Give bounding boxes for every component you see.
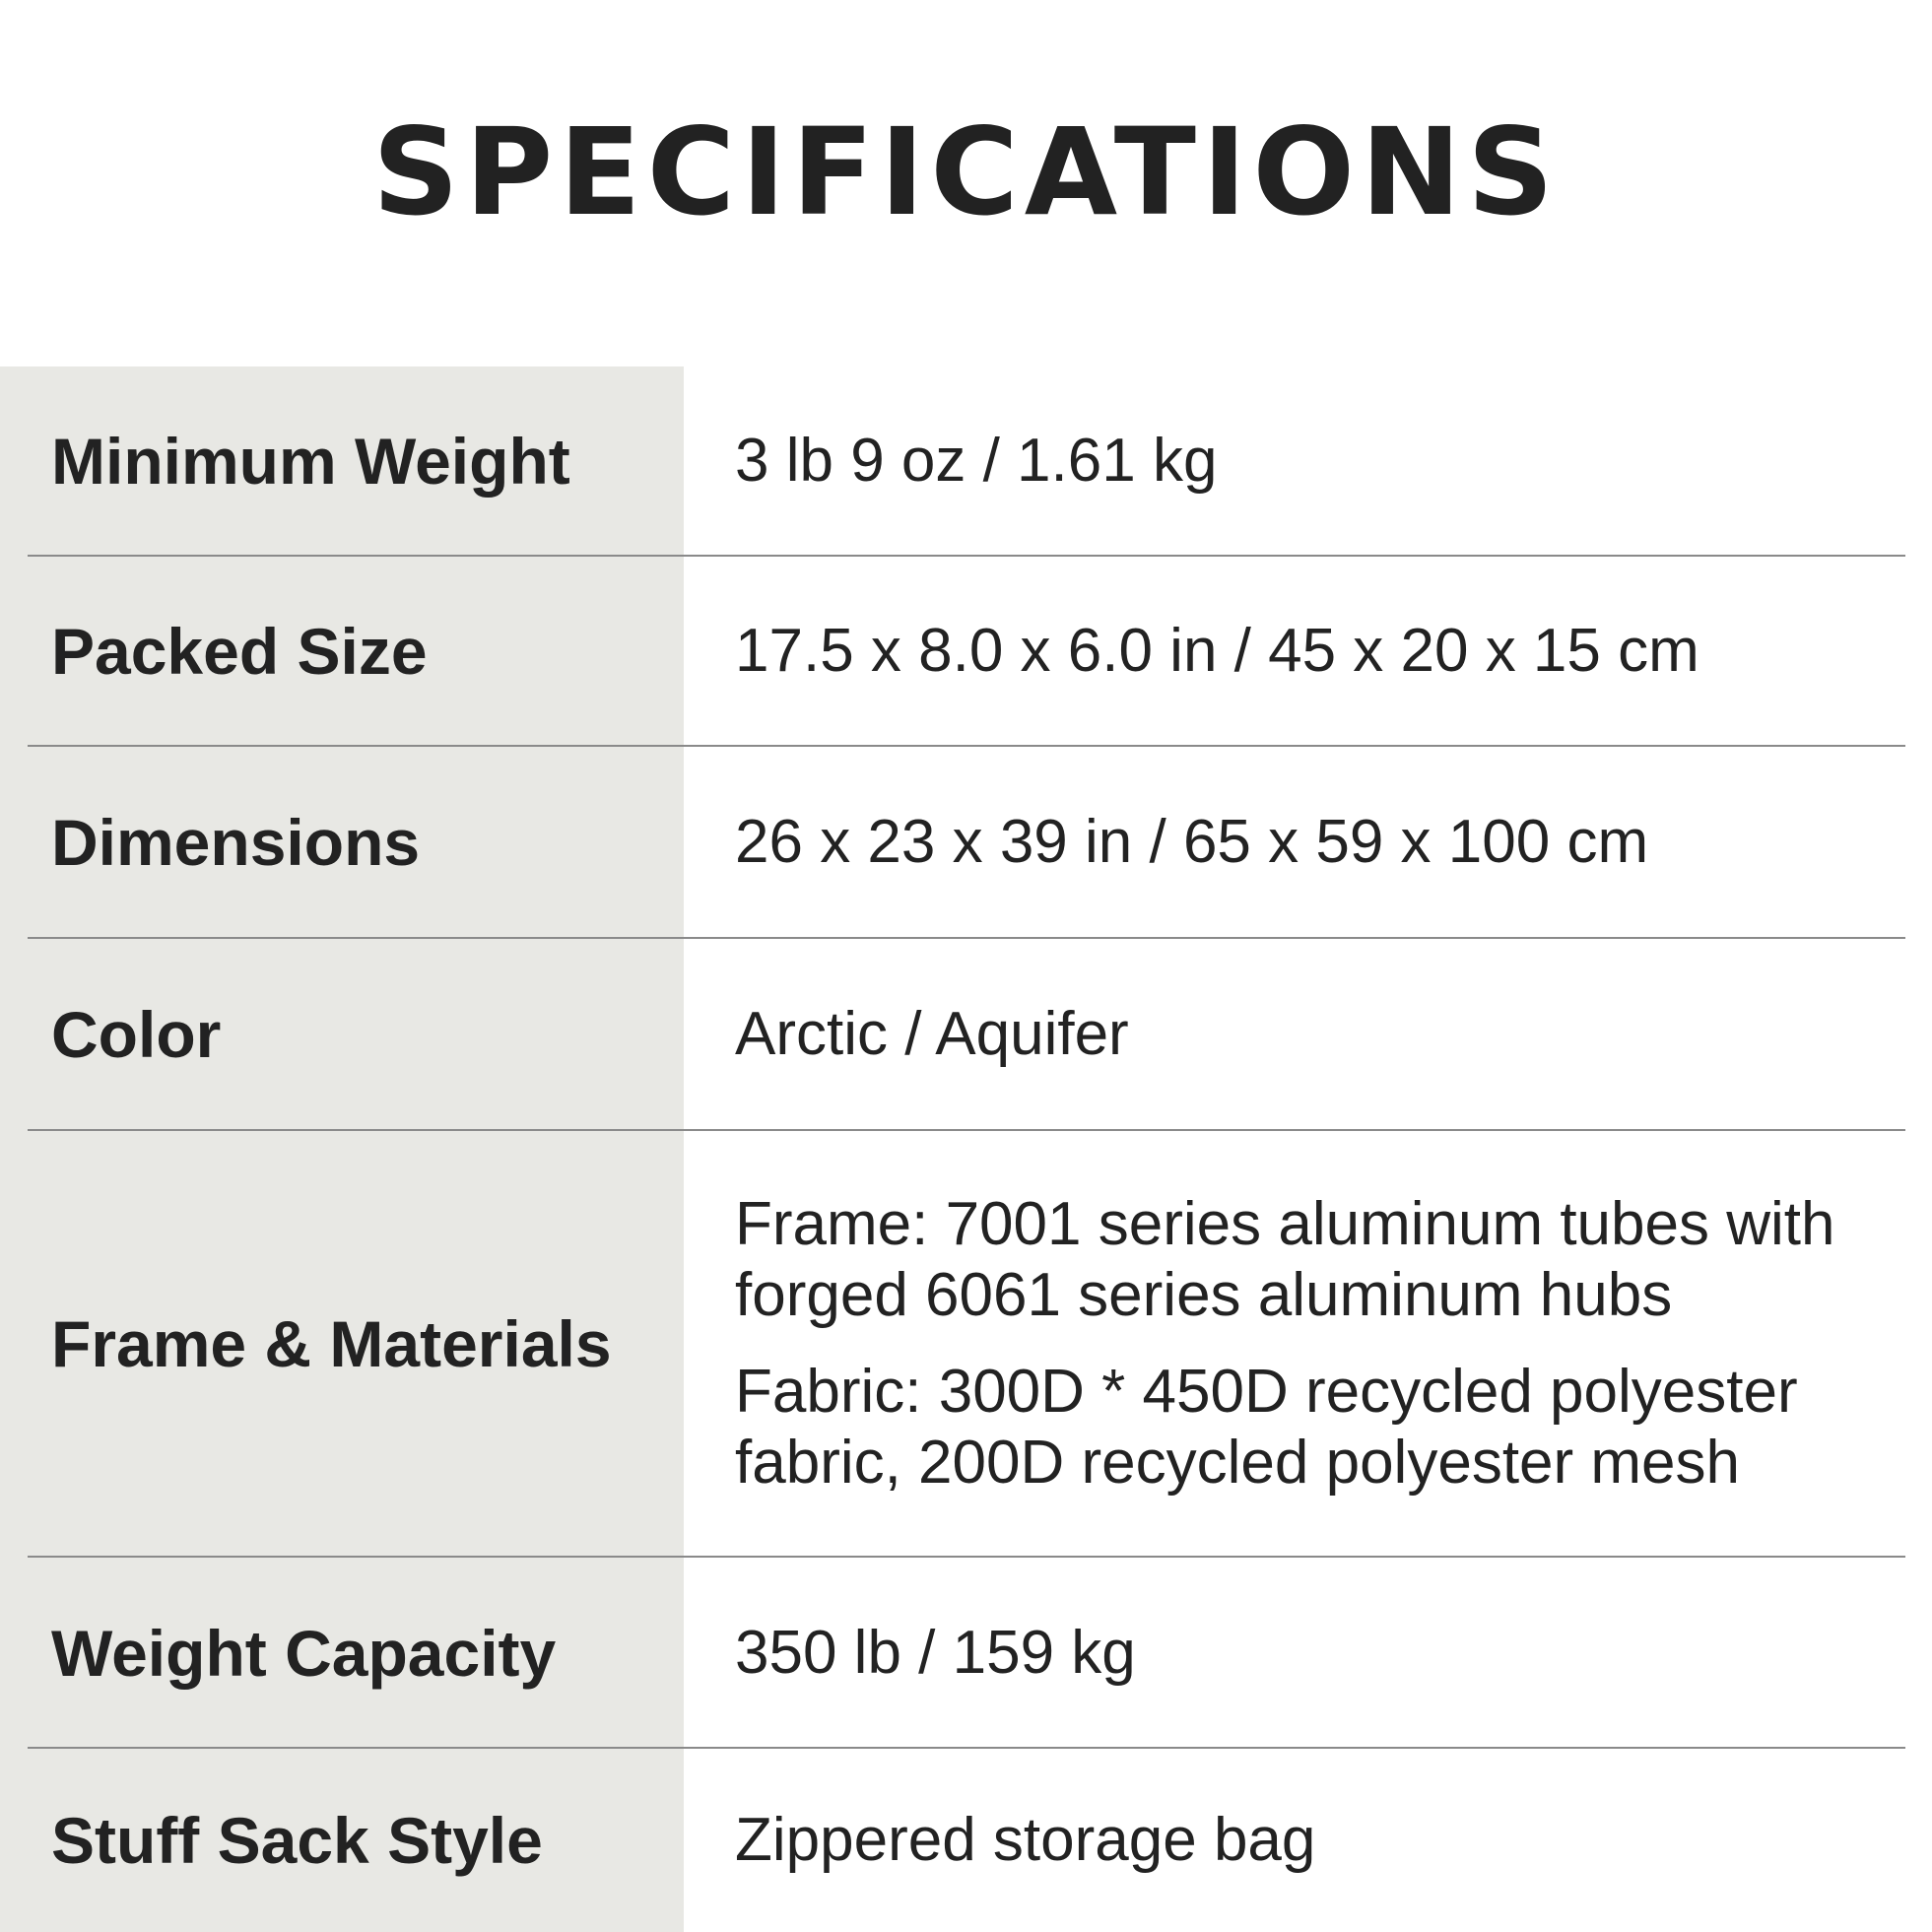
spec-row-dimensions [0, 747, 1932, 938]
spec-label: Stuff Sack Style [51, 1804, 543, 1877]
spec-value [684, 1558, 1932, 1748]
spec-value-text: 17.5 x 8.0 x 6.0 in / 45 x 20 x 15 cm [735, 617, 1699, 685]
spec-value [684, 557, 1932, 746]
spec-row-frame-materials [0, 1131, 1932, 1557]
spec-value [684, 1749, 1932, 1932]
spec-value-text: Fabric: 300D * 450D recycled polyester fabric, 200D recycled polyester mesh [735, 1358, 1798, 1497]
spec-value-text: 3 lb 9 oz / 1.61 kg [735, 427, 1218, 495]
spec-label: Dimensions [51, 806, 421, 879]
spec-label: Weight Capacity [51, 1616, 557, 1690]
spec-row-weight-capacity [0, 1558, 1932, 1748]
spec-row-color [0, 939, 1932, 1130]
spec-row-packed-size [0, 557, 1932, 746]
page-title: SPECIFICATIONS [371, 102, 1561, 242]
spec-value-text: Frame: 7001 series aluminum tubes with forged 6061 series aluminum hubs [735, 1190, 1835, 1329]
spec-value [684, 366, 1932, 556]
spec-value [684, 747, 1932, 938]
spec-value-text: 26 x 23 x 39 in / 65 x 59 x 100 cm [735, 808, 1649, 876]
spec-label: Color [51, 998, 222, 1071]
spec-label: Packed Size [51, 615, 428, 688]
spec-value-text: 350 lb / 159 kg [735, 1618, 1136, 1687]
spec-label: Frame & Materials [51, 1307, 612, 1380]
spec-row-stuff-sack-style [0, 1749, 1932, 1932]
spec-row-minimum-weight [0, 366, 1932, 556]
spec-value-text: Arctic / Aquifer [735, 1000, 1129, 1068]
spec-value [684, 939, 1932, 1130]
spec-value-text: Zippered storage bag [735, 1806, 1316, 1874]
spec-value [684, 1131, 1932, 1557]
spec-label: Minimum Weight [51, 425, 570, 498]
